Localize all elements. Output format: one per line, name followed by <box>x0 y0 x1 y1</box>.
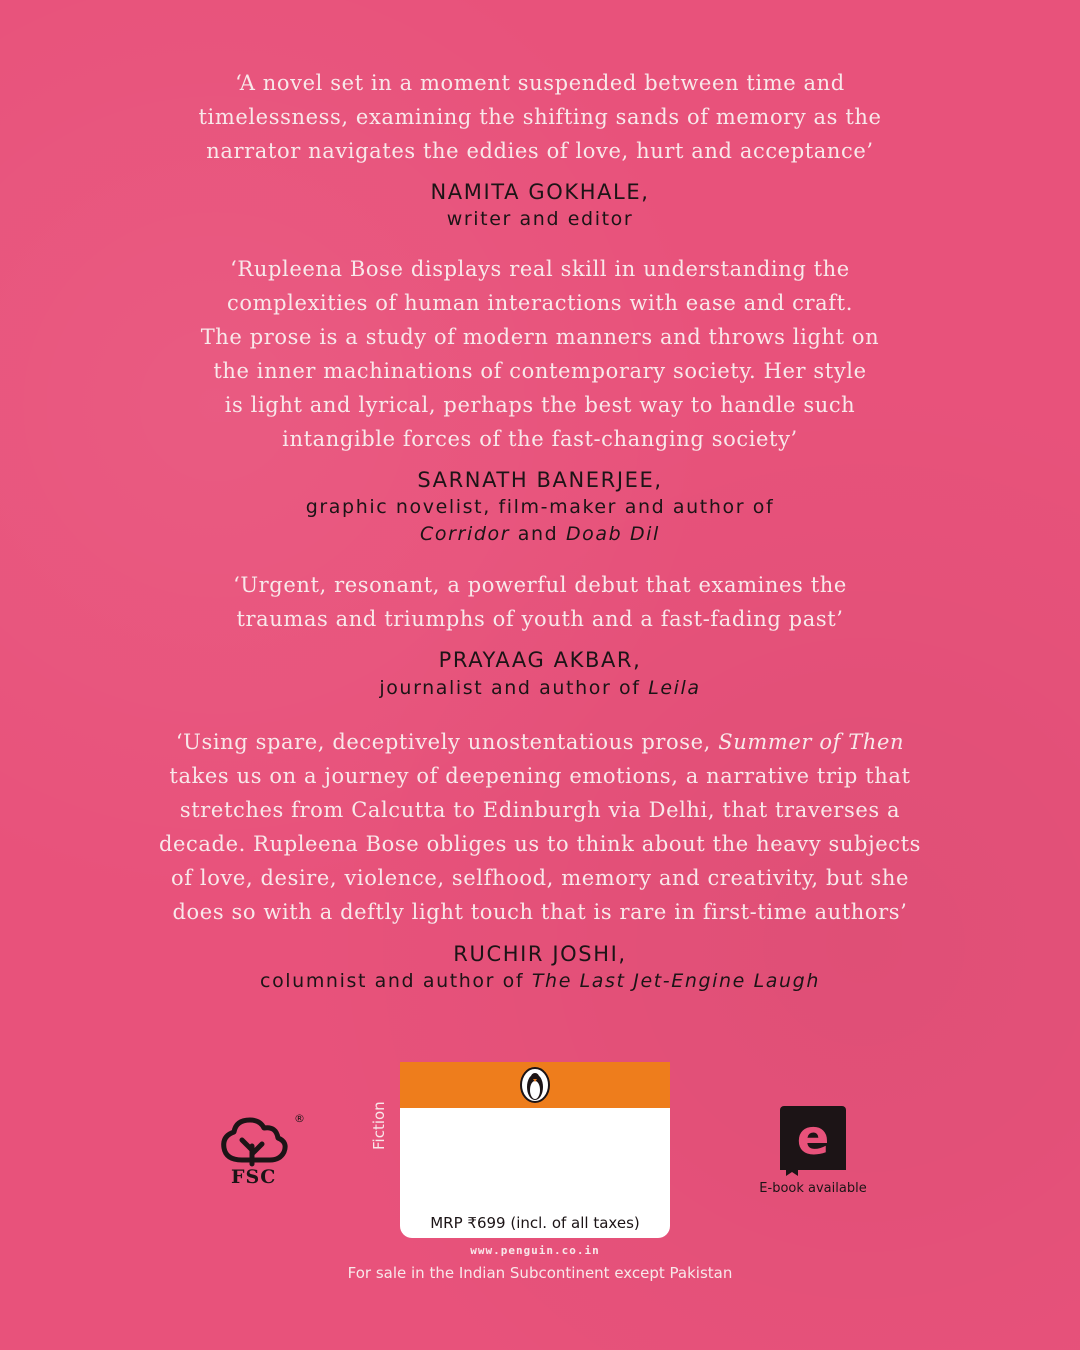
price-label: MRP ₹699 (incl. of all taxes) <box>430 1214 640 1232</box>
quote-line: takes us on a journey of deepening emotions, a narrative trip that <box>169 764 911 788</box>
publisher-band <box>400 1062 670 1108</box>
ebook-label: E-book available <box>759 1181 867 1196</box>
blurb-2-role <box>0 494 1080 548</box>
blurb-1-role <box>0 206 1080 233</box>
blurb-2-quote <box>0 252 1080 456</box>
blurb-4-quote <box>0 725 1080 929</box>
blurb-2-author: SARNATH BANERJEE, <box>417 468 663 492</box>
sale-territory-note: For sale in the Indian Subcontinent except Pakistan <box>347 1264 733 1282</box>
penguin-logo-icon <box>519 1066 551 1104</box>
book-title: Summer of Then <box>718 730 905 754</box>
role-line <box>0 675 1080 702</box>
quote-line: complexities of human interactions with ease and craft. <box>226 291 853 315</box>
blurb-3-role <box>0 675 1080 702</box>
quote-text: ‘Using spare, deceptively unostentatious prose, <box>175 730 719 754</box>
role-text: columnist and author of <box>260 970 532 992</box>
quote-line <box>0 725 1080 759</box>
quote-line: ‘Urgent, resonant, a powerful debut that examines the <box>233 573 847 597</box>
quote-line: ‘Rupleena Bose displays real skill in understanding the <box>230 257 850 281</box>
role-line <box>0 968 1080 995</box>
quote-line: the inner machinations of contemporary society. Her style <box>213 359 867 383</box>
role-text: journalist and author of <box>379 677 649 699</box>
quote-line: does so with a deftly light touch that is rare in first-time authors’ <box>172 900 908 924</box>
book-title: Corridor <box>420 523 511 545</box>
quote-line: The prose is a study of modern manners and throws light on <box>200 325 880 349</box>
fsc-registered-mark: ® <box>294 1112 305 1125</box>
quote-line: is light and lyrical, perhaps the best way to handle such <box>224 393 856 417</box>
blurb-3-author: PRAYAAG AKBAR, <box>438 648 642 672</box>
role-line: graphic novelist, film-maker and author of <box>305 496 775 518</box>
role-conjunction: and <box>510 523 566 545</box>
role-line <box>0 521 1080 548</box>
quote-line: decade. Rupleena Bose obliges us to think about the heavy subjects <box>158 832 922 856</box>
blurb-4-role <box>0 968 1080 995</box>
ebook-icon <box>778 1104 848 1178</box>
book-title: Doab Dil <box>565 523 660 545</box>
genre-label: Fiction <box>370 1101 388 1150</box>
fsc-label: FSC <box>231 1166 277 1188</box>
barcode-box <box>400 1062 670 1238</box>
quote-line: stretches from Calcutta to Edinburgh via Delhi, that traverses a <box>179 798 901 822</box>
quote-line: traumas and triumphs of youth and a fast-fading past’ <box>236 607 844 631</box>
quote-line: of love, desire, violence, selfhood, memory and creativity, but she <box>171 866 909 890</box>
quote-line: ‘A novel set in a moment suspended between time and <box>235 71 845 95</box>
blurb-4-author: RUCHIR JOSHI, <box>453 942 627 966</box>
quote-line: narrator navigates the eddies of love, hurt and acceptance’ <box>206 139 874 163</box>
quote-line: intangible forces of the fast-changing society’ <box>282 427 798 451</box>
book-title: The Last Jet-Engine Laugh <box>531 970 820 992</box>
blurb-3-quote <box>0 568 1080 636</box>
role-line: writer and editor <box>446 208 634 230</box>
blurb-1-author: NAMITA GOKHALE, <box>430 180 650 204</box>
website-url: www.penguin.co.in <box>470 1244 600 1257</box>
book-title: Leila <box>648 677 701 699</box>
blurb-1-quote <box>0 66 1080 168</box>
ebook-letter: e <box>796 1110 830 1166</box>
quote-line: timelessness, examining the shifting sands of memory as the <box>198 105 882 129</box>
